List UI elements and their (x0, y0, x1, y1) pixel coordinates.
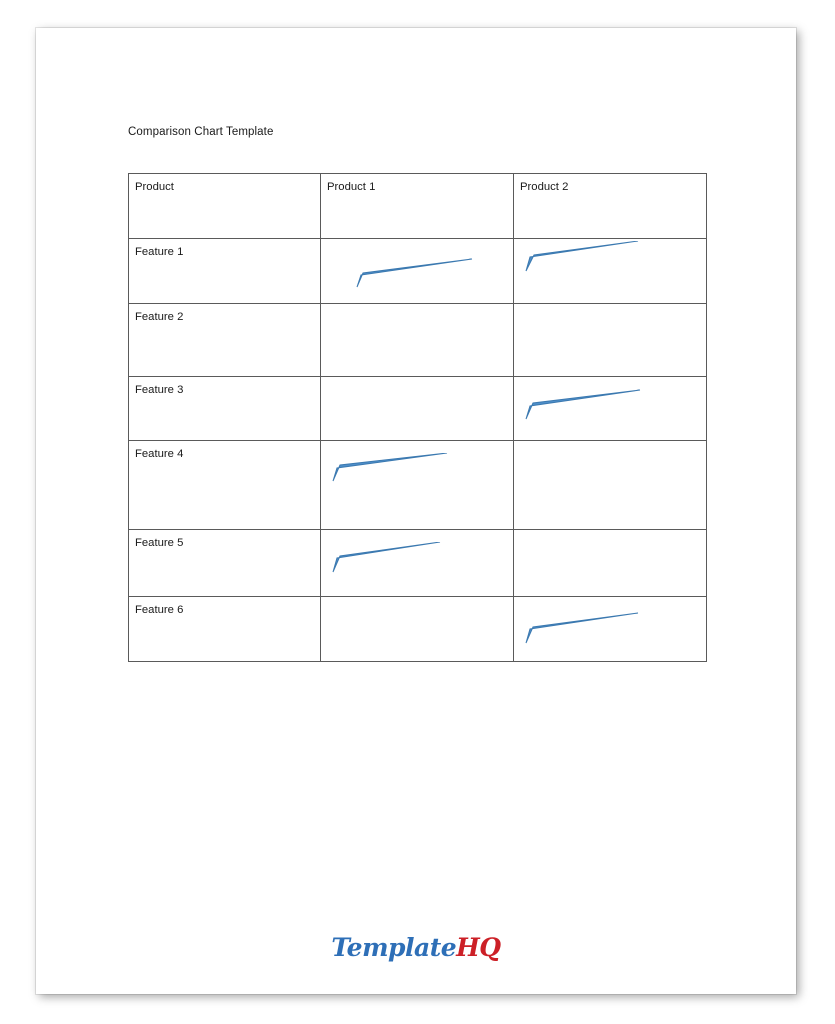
cell-product1-feature5 (321, 530, 514, 597)
cell-product1-feature1 (321, 239, 514, 304)
cell-product1-feature6 (321, 597, 514, 662)
table-row (129, 530, 707, 597)
cell-product2-feature2 (514, 304, 707, 377)
comparison-table-wrapper (128, 173, 706, 662)
row-label-cell (129, 441, 321, 530)
comparison-table (128, 173, 707, 662)
row-label: Feature 6 (135, 604, 184, 616)
row-label: Feature 3 (135, 384, 184, 396)
table-row (129, 441, 707, 530)
table-header-row (129, 174, 707, 239)
footer-logo-template: Template (331, 933, 457, 962)
table-row (129, 239, 707, 304)
page-title: Comparison Chart Template (128, 126, 274, 138)
column-header-label: Product 2 (520, 181, 569, 193)
check-mark-icon (327, 251, 505, 295)
check-mark-icon (520, 241, 698, 285)
column-header-product-1 (321, 174, 514, 239)
column-header-label: Product 1 (327, 181, 376, 193)
cell-product2-feature6 (514, 597, 707, 662)
row-label-cell (129, 597, 321, 662)
column-header-product (129, 174, 321, 239)
cell-product1-feature4 (321, 441, 514, 530)
cell-product1-feature3 (321, 377, 514, 441)
row-label: Feature 1 (135, 246, 184, 258)
table-row (129, 377, 707, 441)
row-label-cell (129, 530, 321, 597)
check-mark-icon (520, 609, 698, 653)
cell-product2-feature5 (514, 530, 707, 597)
table-row (129, 597, 707, 662)
row-label-cell (129, 304, 321, 377)
row-label-cell (129, 377, 321, 441)
check-mark-icon (327, 453, 505, 497)
check-mark-icon (520, 389, 698, 433)
document-page (36, 28, 796, 994)
row-label: Feature 4 (135, 448, 184, 460)
cell-product2-feature1 (514, 239, 707, 304)
table-row (129, 304, 707, 377)
footer-logo-hq: HQ (456, 933, 501, 962)
cell-product2-feature3 (514, 377, 707, 441)
footer-logo (36, 933, 796, 962)
row-label: Feature 2 (135, 311, 184, 323)
column-header-product-2 (514, 174, 707, 239)
cell-product2-feature4 (514, 441, 707, 530)
row-label-cell (129, 239, 321, 304)
column-header-label: Product (135, 181, 174, 193)
row-label: Feature 5 (135, 537, 184, 549)
check-mark-icon (327, 542, 505, 586)
cell-product1-feature2 (321, 304, 514, 377)
